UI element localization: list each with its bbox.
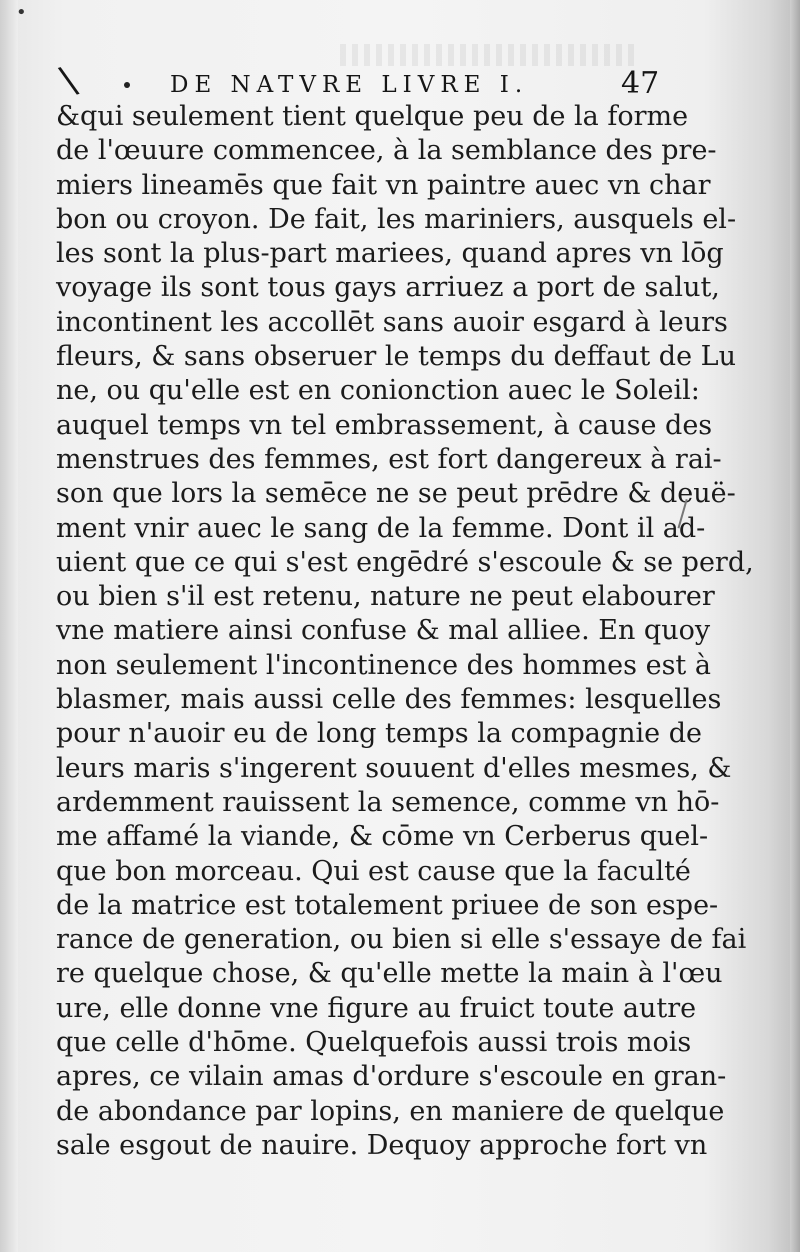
text-line: ou bien s'il est retenu, nature ne peut elabourer xyxy=(56,581,715,613)
text-line: ardemment rauissent la semence, comme vn hō- xyxy=(56,786,720,818)
running-title: DE NATVRE LIVRE I. xyxy=(170,72,529,98)
page-edge-shadow xyxy=(790,0,800,1252)
text-line: son que lors la semēce ne se peut prēdre & deuë- xyxy=(56,478,736,510)
text-line: que bon morceau. Qui est cause que la faculté xyxy=(56,855,691,887)
text-line: ne, ou qu'elle est en conionction auec le Soleil: xyxy=(56,375,700,407)
header-mark: \ xyxy=(55,57,82,103)
text-line: me affamé la viande, & cōme vn Cerberus quel- xyxy=(56,821,709,853)
text-line: les sont la plus-part mariees, quand apres vn lōg xyxy=(56,238,724,270)
text-line: de la matrice est totalement priuee de son espe- xyxy=(56,889,719,921)
page-number: 47 xyxy=(621,66,660,101)
text-line: uient que ce qui s'est engēdré s'escoule & se perd, xyxy=(56,546,754,578)
page-gutter-shadow xyxy=(0,0,18,1252)
text-line: incontinent les accollēt sans auoir esgard à leurs xyxy=(56,306,728,338)
header-dot xyxy=(124,82,130,88)
text-line: rance de generation, ou bien si elle s'essaye de fai xyxy=(56,924,747,956)
show-through-bleed xyxy=(340,44,640,66)
text-line: ment vnir auec le sang de la femme. Dont il ad- xyxy=(56,512,706,544)
text-line: vne matiere ainsi confuse & mal alliee. En quoy xyxy=(56,615,711,647)
text-line: miers lineamēs que fait vn paintre auec vn char xyxy=(56,169,711,201)
text-line: non seulement l'incontinence des hommes est à xyxy=(56,649,711,681)
stray-mark: • xyxy=(16,2,27,23)
text-line: apres, ce vilain amas d'ordure s'escoule en gran- xyxy=(56,1061,727,1093)
text-line: de abondance par lopins, en maniere de quelque xyxy=(56,1095,725,1127)
text-line: ure, elle donne vne figure au fruict toute autre xyxy=(56,992,697,1024)
text-line: re quelque chose, & qu'elle mette la main à l'œu xyxy=(56,958,723,990)
text-line: leurs maris s'ingerent souuent d'elles mesmes, & xyxy=(56,752,732,784)
text-line: bon ou croyon. De fait, les mariniers, ausquels el- xyxy=(56,203,737,235)
text-line: pour n'auoir eu de long temps la compagnie de xyxy=(56,718,702,750)
text-line: fleurs, & sans obseruer le temps du deffaut de Lu xyxy=(56,341,736,373)
text-line: &qui seulement tient quelque peu de la forme xyxy=(56,101,689,132)
text-line: de l'œuure commencee, à la semblance des pre- xyxy=(56,135,717,167)
text-line: blasmer, mais aussi celle des femmes: lesquelles xyxy=(56,684,722,716)
text-line: auquel temps vn tel embrassement, à cause des xyxy=(56,409,713,441)
text-line: voyage ils sont tous gays arriuez a port de salut, xyxy=(56,272,720,304)
text-line: que celle d'hōme. Quelquefois aussi trois mois xyxy=(56,1027,692,1059)
text-line: sale esgout de nauire. Dequoy approche fort vn xyxy=(56,1129,708,1161)
text-line: menstrues des femmes, est fort dangereux à rai- xyxy=(56,443,722,475)
body-text xyxy=(56,100,754,1163)
